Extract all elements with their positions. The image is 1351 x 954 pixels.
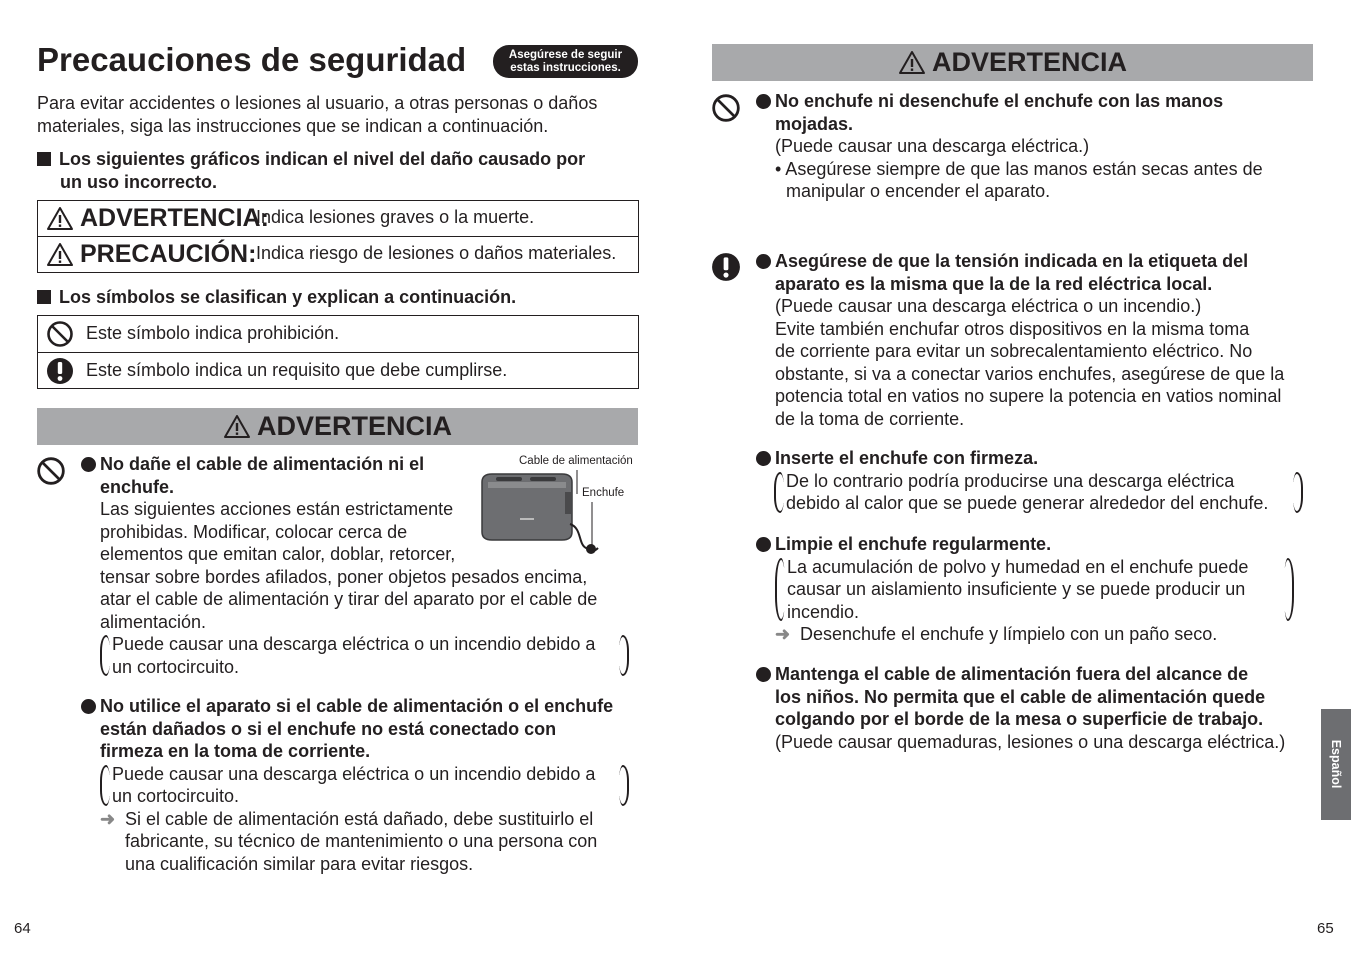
warning-banner-left: ADVERTENCIA bbox=[37, 408, 638, 445]
square-bullet bbox=[37, 152, 51, 166]
toaster-illustration bbox=[470, 452, 640, 567]
prohibition-icon bbox=[711, 93, 741, 123]
warning-item-voltage: Asegúrese de que la tensión indicada en la etiqueta del aparato es la misma que la de la red eléctrica local. (Puede causar una descarga eléctrica o un incendio.) Evite también enchufar otros dispositivos en la misma toma de corriente para evitar un sobrecalentamiento eléctrico. No obstante, si va a conectar varios enchufes, asegúrese de que la potencia total en vatios no supere la potencia en vatios nominal de la toma de corriente. bbox=[775, 250, 1320, 430]
language-tab-label: Español bbox=[1329, 739, 1343, 789]
label-power-cable: Cable de alimentación bbox=[519, 455, 633, 467]
symbol-row-prohibition: Este símbolo indica prohibición. bbox=[38, 316, 638, 352]
page-title: Precauciones de seguridad bbox=[37, 41, 467, 78]
requirement-icon bbox=[711, 252, 741, 282]
warning-item-insert-plug: Inserte el enchufe con firmeza. De lo contrario podría producirse una descarga eléctrica debido al calor que se puede generar alrededor del enchufe. bbox=[775, 447, 1315, 515]
heading-levels: Los siguientes gráficos indican el nivel del daño causado por un uso incorrecto. bbox=[37, 148, 585, 193]
bullet-dot bbox=[756, 537, 771, 552]
warning-item-children: Mantenga el cable de alimentación fuera del alcance de los niños. No permita que el cable de alimentación quede colgando por el borde de la mesa o superficie de trabajo. (Puede causar quemaduras, lesiones o una descarga eléctrica.) bbox=[775, 663, 1320, 753]
requirement-icon bbox=[46, 357, 74, 385]
level-desc-caution: Indica riesgo de lesiones o daños materiales. bbox=[256, 243, 617, 263]
bullet-dot bbox=[756, 254, 771, 269]
page-number-left: 64 bbox=[14, 920, 31, 937]
page-number-right: 65 bbox=[1317, 920, 1334, 937]
note-parenthetical: Puede causar una descarga eléctrica o un incendio debido a un cortocircuito. bbox=[100, 633, 629, 678]
bullet-dot bbox=[81, 699, 96, 714]
warning-triangle-icon bbox=[223, 414, 251, 439]
note-parenthetical: Puede causar una descarga eléctrica o un incendio debido a un cortocircuito. bbox=[100, 763, 629, 808]
warning-item-clean-plug: Limpie el enchufe regularmente. La acumulación de polvo y humedad en el enchufe puede causar un aislamiento insuficiente y se puede producir un incendio. ➜ Desenchufe el enchufe y límpielo con un paño seco. bbox=[775, 533, 1315, 646]
warning-item-wet-hands: No enchufe ni desenchufe el enchufe con las manos mojadas. (Puede causar una descarga eléctrica.) • Asegúrese siempre de que las manos están secas antes de manipular o encender el aparato. bbox=[775, 90, 1315, 203]
language-side-tab bbox=[1321, 709, 1351, 820]
heading-symbols: Los símbolos se clasifican y explican a continuación. bbox=[37, 286, 516, 309]
toaster-drawing bbox=[470, 452, 640, 567]
symbol-table bbox=[37, 315, 639, 389]
caution-triangle-icon bbox=[46, 242, 74, 267]
note-parenthetical: La acumulación de polvo y humedad en el enchufe puede causar un aislamiento insuficiente y se puede producir un incendio. bbox=[775, 556, 1294, 624]
arrow-note: ➜ Desenchufe el enchufe y límpielo con un paño seco. bbox=[775, 624, 1218, 644]
intro-text: Para evitar accidentes o lesiones al usuario, a otras personas o daños materiales, siga las instrucciones que se indican a continuación. bbox=[37, 93, 598, 136]
warning-triangle-icon bbox=[898, 50, 926, 75]
level-row-caution bbox=[38, 236, 638, 272]
arrow-note: ➜ Si el cable de alimentación está dañado, debe sustituirlo el fabricante, su técnico de mantenimiento o una persona con una cualificación similar para evitar riesgos. bbox=[100, 808, 598, 874]
symbol-row-requirement: Este símbolo indica un requisito que debe cumplirse. bbox=[38, 352, 638, 388]
level-table bbox=[37, 200, 639, 273]
level-desc-warning: Indica lesiones graves o la muerte. bbox=[256, 207, 535, 227]
level-row-warning bbox=[38, 201, 638, 236]
label-plug: Enchufe bbox=[582, 487, 625, 499]
warning-triangle-icon bbox=[46, 206, 74, 231]
bullet-dot bbox=[756, 451, 771, 466]
note-parenthetical: De lo contrario podría producirse una descarga eléctrica debido al calor que se puede generar alrededor del enchufe. bbox=[774, 470, 1303, 515]
warning-item-cable-damage: No dañe el cable de alimentación ni el enchufe. Las siguientes acciones están estrictamente prohibidas. Modificar, colocar cerca de elementos que emitan calor, doblar, retorcer, tensar sobre bordes afilados, poner objetos pesados encima, atar el cable de alimentación y tirar del aparato por el cable de alimentación. Puede causar una descarga eléctrica o un incendio debido a un cortocircuito. bbox=[100, 453, 640, 678]
level-label-caution: PRECAUCIÓN: bbox=[80, 240, 257, 268]
instruction-pill: Asegúrese de seguir estas instrucciones. bbox=[493, 45, 638, 78]
prohibition-icon bbox=[36, 456, 66, 486]
bullet-dot bbox=[756, 667, 771, 682]
prohibition-icon bbox=[46, 320, 74, 348]
square-bullet bbox=[37, 290, 51, 304]
arrow-right-icon: ➜ bbox=[775, 624, 791, 644]
warning-banner-right: ADVERTENCIA bbox=[712, 44, 1313, 81]
bullet-dot bbox=[81, 457, 96, 472]
arrow-right-icon: ➜ bbox=[100, 808, 116, 829]
level-label-warning: ADVERTENCIA: bbox=[80, 204, 269, 232]
bullet-dot bbox=[756, 94, 771, 109]
warning-item-damaged-cable: No utilice el aparato si el cable de alimentación o el enchufe están dañados o si el enchufe no está conectado con firmeza en la toma de corriente. Puede causar una descarga eléctrica o un incendio debido a un cortocircuito. ➜ Si el cable de alimentación está dañado, debe sustituirlo el fabricante, su técnico de mantenimiento o una persona con una cualificación similar para evitar riesgos. bbox=[100, 695, 645, 875]
